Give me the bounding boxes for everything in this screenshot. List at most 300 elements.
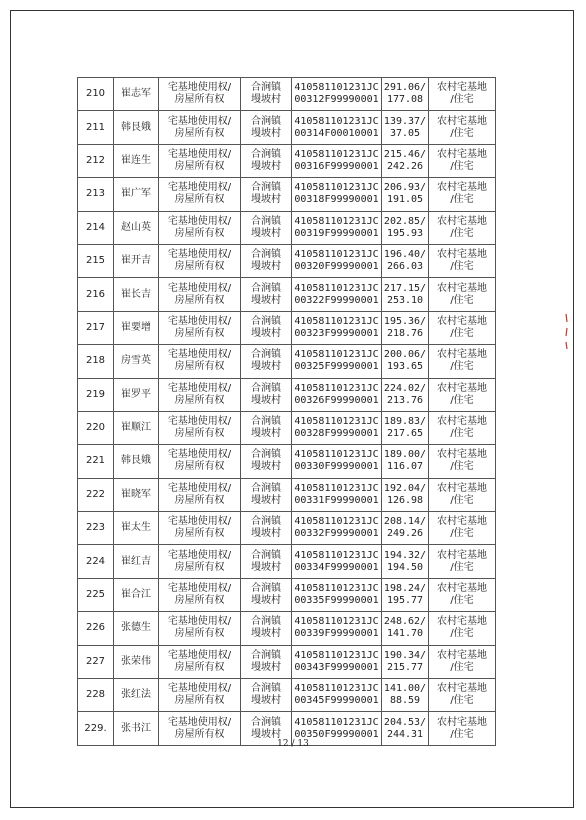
right-type-line: 房屋所有权 <box>174 428 225 440</box>
row-number-cell: 218 <box>78 345 114 378</box>
land-use-line: 农村宅基地 <box>437 482 487 494</box>
right-type-line: 宅基地使用权/ <box>167 649 232 661</box>
land-use-line: /住宅 <box>450 294 474 306</box>
unit-code-line: 00345F99990001 <box>294 695 379 707</box>
table-row <box>78 445 496 478</box>
unit-code-cell <box>292 211 382 244</box>
land-use-line: /住宅 <box>450 494 474 506</box>
table-row <box>78 679 496 712</box>
unit-code-cell <box>292 578 382 611</box>
right-type-cell <box>159 478 241 511</box>
table-row <box>78 278 496 311</box>
right-type-cell <box>159 612 241 645</box>
location-line: 合涧镇 <box>251 215 281 227</box>
unit-code-cell <box>292 78 382 111</box>
area-cell <box>382 178 429 211</box>
location-line: 合涧镇 <box>251 683 281 695</box>
location-cell <box>241 445 292 478</box>
unit-code-line: 00319F99990001 <box>294 227 379 239</box>
location-cell <box>241 78 292 111</box>
unit-code-line: 00323F99990001 <box>294 327 379 339</box>
unit-code-line: 00332F99990001 <box>294 528 379 540</box>
unit-code-line: 00320F99990001 <box>294 261 379 273</box>
location-cell <box>241 578 292 611</box>
land-use-line: /住宅 <box>450 561 474 573</box>
unit-code-line: 00316F99990001 <box>294 160 379 172</box>
area-cell <box>382 378 429 411</box>
unit-code-cell <box>292 445 382 478</box>
location-line: 墁坡村 <box>251 695 281 707</box>
location-cell <box>241 144 292 177</box>
area-line: 141.00/ <box>383 683 427 695</box>
location-cell <box>241 378 292 411</box>
row-number-cell: 219 <box>78 378 114 411</box>
row-number-cell: 210 <box>78 78 114 111</box>
unit-code-line: 00322F99990001 <box>294 294 379 306</box>
table-row <box>78 244 496 277</box>
unit-code-line: 00318F99990001 <box>294 194 379 206</box>
unit-code-line: 410581101231JC <box>294 649 379 661</box>
unit-code-line: 410581101231JC <box>294 449 379 461</box>
right-type-cell <box>159 78 241 111</box>
right-type-line: 房屋所有权 <box>174 227 225 239</box>
unit-code-line: 00325F99990001 <box>294 361 379 373</box>
location-cell <box>241 545 292 578</box>
area-line: 190.34/ <box>383 649 427 661</box>
area-line: 224.02/ <box>383 382 427 394</box>
unit-code-line: 410581101231JC <box>294 549 379 561</box>
row-number-cell: 213 <box>78 178 114 211</box>
area-line: 215.77 <box>386 661 424 673</box>
land-use-line: 农村宅基地 <box>437 649 487 661</box>
location-line: 墁坡村 <box>251 561 281 573</box>
unit-code-cell <box>292 144 382 177</box>
land-use-line: /住宅 <box>450 461 474 473</box>
land-use-line: 农村宅基地 <box>437 716 487 728</box>
unit-code-line: 410581101231JC <box>294 82 379 94</box>
area-cell <box>382 578 429 611</box>
right-type-line: 房屋所有权 <box>174 561 225 573</box>
right-type-line: 房屋所有权 <box>174 461 225 473</box>
table-row <box>78 411 496 444</box>
unit-code-line: 00330F99990001 <box>294 461 379 473</box>
area-line: 177.08 <box>386 94 424 106</box>
area-line: 195.36/ <box>383 315 427 327</box>
owner-name-cell: 崔合江 <box>114 578 159 611</box>
land-use-cell <box>429 578 496 611</box>
row-number-cell: 227 <box>78 645 114 678</box>
location-cell <box>241 612 292 645</box>
owner-name-cell: 崔志军 <box>114 78 159 111</box>
land-use-cell <box>429 78 496 111</box>
land-use-cell <box>429 478 496 511</box>
owner-name-cell: 崔要增 <box>114 311 159 344</box>
area-cell <box>382 311 429 344</box>
owner-name-cell: 韩艮娥 <box>114 445 159 478</box>
table-row <box>78 512 496 545</box>
row-number-cell: 220 <box>78 411 114 444</box>
right-type-cell <box>159 445 241 478</box>
location-cell <box>241 311 292 344</box>
owner-name-cell: 崔开吉 <box>114 244 159 277</box>
area-cell <box>382 111 429 144</box>
land-use-line: 农村宅基地 <box>437 382 487 394</box>
area-line: 192.04/ <box>383 482 427 494</box>
area-line: 88.59 <box>389 695 421 707</box>
right-type-cell <box>159 645 241 678</box>
land-use-line: /住宅 <box>450 261 474 273</box>
land-use-line: /住宅 <box>450 327 474 339</box>
location-line: 合涧镇 <box>251 416 281 428</box>
right-type-line: 房屋所有权 <box>174 361 225 373</box>
location-line: 合涧镇 <box>251 482 281 494</box>
right-type-line: 宅基地使用权/ <box>167 583 232 595</box>
land-use-line: /住宅 <box>450 628 474 640</box>
land-use-line: /住宅 <box>450 194 474 206</box>
location-line: 墁坡村 <box>251 127 281 139</box>
right-type-cell <box>159 311 241 344</box>
table-row <box>78 78 496 111</box>
unit-code-line: 00312F99990001 <box>294 94 379 106</box>
land-use-cell <box>429 278 496 311</box>
area-line: 253.10 <box>386 294 424 306</box>
right-type-line: 宅基地使用权/ <box>167 449 232 461</box>
area-line: 194.32/ <box>383 549 427 561</box>
owner-name-cell: 崔长吉 <box>114 278 159 311</box>
location-line: 合涧镇 <box>251 583 281 595</box>
land-use-line: /住宅 <box>450 428 474 440</box>
row-number-cell: 212 <box>78 144 114 177</box>
land-use-line: 农村宅基地 <box>437 82 487 94</box>
area-cell <box>382 545 429 578</box>
right-type-cell <box>159 378 241 411</box>
unit-code-cell <box>292 311 382 344</box>
location-line: 合涧镇 <box>251 349 281 361</box>
right-type-cell <box>159 178 241 211</box>
unit-code-line: 00343F99990001 <box>294 661 379 673</box>
table-row <box>78 612 496 645</box>
location-cell <box>241 111 292 144</box>
area-line: 196.40/ <box>383 249 427 261</box>
land-use-cell <box>429 211 496 244</box>
table-row <box>78 311 496 344</box>
land-use-cell <box>429 679 496 712</box>
land-use-line: 农村宅基地 <box>437 282 487 294</box>
area-line: 116.07 <box>386 461 424 473</box>
land-use-line: 农村宅基地 <box>437 683 487 695</box>
table-row <box>78 478 496 511</box>
owner-name-cell: 张书江 <box>114 712 159 745</box>
area-line: 126.98 <box>386 494 424 506</box>
unit-code-cell <box>292 244 382 277</box>
land-use-line: 农村宅基地 <box>437 416 487 428</box>
unit-code-line: 00334F99990001 <box>294 561 379 573</box>
location-cell <box>241 211 292 244</box>
location-line: 合涧镇 <box>251 115 281 127</box>
unit-code-cell <box>292 545 382 578</box>
unit-code-line: 410581101231JC <box>294 716 379 728</box>
registry-table-body <box>78 78 496 746</box>
land-use-line: /住宅 <box>450 94 474 106</box>
land-use-line: 农村宅基地 <box>437 315 487 327</box>
land-use-line: /住宅 <box>450 595 474 607</box>
location-line: 合涧镇 <box>251 82 281 94</box>
location-line: 墁坡村 <box>251 494 281 506</box>
table-row <box>78 545 496 578</box>
unit-code-line: 00326F99990001 <box>294 394 379 406</box>
land-use-cell <box>429 612 496 645</box>
area-cell <box>382 278 429 311</box>
right-type-cell <box>159 545 241 578</box>
unit-code-line: 410581101231JC <box>294 516 379 528</box>
owner-name-cell: 赵山英 <box>114 211 159 244</box>
unit-code-cell <box>292 679 382 712</box>
location-cell <box>241 411 292 444</box>
area-line: 141.70 <box>386 628 424 640</box>
area-line: 249.26 <box>386 528 424 540</box>
area-line: 244.31 <box>386 728 424 740</box>
location-line: 墁坡村 <box>251 361 281 373</box>
right-type-line: 宅基地使用权/ <box>167 616 232 628</box>
unit-code-cell <box>292 478 382 511</box>
right-type-line: 宅基地使用权/ <box>167 349 232 361</box>
unit-code-line: 410581101231JC <box>294 182 379 194</box>
table-row <box>78 578 496 611</box>
land-use-line: /住宅 <box>450 361 474 373</box>
right-type-cell <box>159 345 241 378</box>
row-number-cell: 225 <box>78 578 114 611</box>
row-number-cell: 229. <box>78 712 114 745</box>
registry-table <box>77 77 496 746</box>
location-line: 墁坡村 <box>251 595 281 607</box>
location-line: 墁坡村 <box>251 261 281 273</box>
right-type-line: 房屋所有权 <box>174 261 225 273</box>
location-cell <box>241 645 292 678</box>
unit-code-line: 00328F99990001 <box>294 428 379 440</box>
right-type-line: 房屋所有权 <box>174 728 225 740</box>
right-type-line: 宅基地使用权/ <box>167 282 232 294</box>
land-use-line: /住宅 <box>450 127 474 139</box>
land-use-cell <box>429 411 496 444</box>
unit-code-line: 410581101231JC <box>294 482 379 494</box>
area-line: 195.93 <box>386 227 424 239</box>
location-cell <box>241 679 292 712</box>
row-number-cell: 228 <box>78 679 114 712</box>
right-type-line: 宅基地使用权/ <box>167 516 232 528</box>
row-number-cell: 222 <box>78 478 114 511</box>
area-line: 37.05 <box>389 127 421 139</box>
location-line: 墁坡村 <box>251 94 281 106</box>
area-line: 266.03 <box>386 261 424 273</box>
location-line: 墁坡村 <box>251 661 281 673</box>
land-use-line: /住宅 <box>450 661 474 673</box>
location-cell <box>241 178 292 211</box>
right-type-line: 房屋所有权 <box>174 94 225 106</box>
right-type-line: 宅基地使用权/ <box>167 115 232 127</box>
right-type-line: 房屋所有权 <box>174 394 225 406</box>
table-row <box>78 345 496 378</box>
land-use-line: 农村宅基地 <box>437 148 487 160</box>
area-line: 206.93/ <box>383 182 427 194</box>
area-line: 215.46/ <box>383 148 427 160</box>
land-use-cell <box>429 311 496 344</box>
right-type-cell <box>159 144 241 177</box>
right-type-line: 宅基地使用权/ <box>167 249 232 261</box>
land-use-line: 农村宅基地 <box>437 583 487 595</box>
land-use-cell <box>429 111 496 144</box>
owner-name-cell: 房雪英 <box>114 345 159 378</box>
land-use-cell <box>429 545 496 578</box>
land-use-cell <box>429 244 496 277</box>
unit-code-cell <box>292 278 382 311</box>
right-type-line: 房屋所有权 <box>174 160 225 172</box>
owner-name-cell: 崔太生 <box>114 512 159 545</box>
location-line: 墁坡村 <box>251 728 281 740</box>
land-use-line: 农村宅基地 <box>437 349 487 361</box>
location-line: 合涧镇 <box>251 148 281 160</box>
land-use-line: 农村宅基地 <box>437 616 487 628</box>
location-line: 合涧镇 <box>251 282 281 294</box>
area-line: 194.50 <box>386 561 424 573</box>
area-cell <box>382 211 429 244</box>
location-line: 墁坡村 <box>251 528 281 540</box>
right-type-line: 宅基地使用权/ <box>167 315 232 327</box>
location-line: 合涧镇 <box>251 616 281 628</box>
location-line: 合涧镇 <box>251 649 281 661</box>
unit-code-cell <box>292 345 382 378</box>
owner-name-cell: 崔罗平 <box>114 378 159 411</box>
location-line: 合涧镇 <box>251 382 281 394</box>
right-type-line: 房屋所有权 <box>174 628 225 640</box>
table-row <box>78 111 496 144</box>
area-line: 218.76 <box>386 327 424 339</box>
area-line: 198.24/ <box>383 583 427 595</box>
unit-code-cell <box>292 178 382 211</box>
land-use-line: 农村宅基地 <box>437 449 487 461</box>
area-line: 189.00/ <box>383 449 427 461</box>
right-type-line: 房屋所有权 <box>174 294 225 306</box>
location-cell <box>241 512 292 545</box>
land-use-line: 农村宅基地 <box>437 549 487 561</box>
unit-code-line: 00331F99990001 <box>294 494 379 506</box>
owner-name-cell: 崔顺江 <box>114 411 159 444</box>
unit-code-line: 410581101231JC <box>294 683 379 695</box>
right-type-line: 房屋所有权 <box>174 194 225 206</box>
unit-code-line: 410581101231JC <box>294 249 379 261</box>
row-number-cell: 211 <box>78 111 114 144</box>
unit-code-cell <box>292 378 382 411</box>
unit-code-cell <box>292 111 382 144</box>
land-use-cell <box>429 178 496 211</box>
location-line: 墁坡村 <box>251 227 281 239</box>
area-cell <box>382 345 429 378</box>
area-line: 202.85/ <box>383 215 427 227</box>
right-type-line: 房屋所有权 <box>174 695 225 707</box>
unit-code-cell <box>292 512 382 545</box>
row-number-cell: 223 <box>78 512 114 545</box>
table-row <box>78 645 496 678</box>
owner-name-cell: 张红法 <box>114 679 159 712</box>
location-line: 墁坡村 <box>251 428 281 440</box>
table-row <box>78 378 496 411</box>
table-row <box>78 178 496 211</box>
unit-code-line: 00350F99990001 <box>294 728 379 740</box>
unit-code-line: 410581101231JC <box>294 215 379 227</box>
owner-name-cell: 崔连生 <box>114 144 159 177</box>
table-row <box>78 144 496 177</box>
area-line: 291.06/ <box>383 82 427 94</box>
right-type-line: 房屋所有权 <box>174 494 225 506</box>
right-type-line: 宅基地使用权/ <box>167 215 232 227</box>
unit-code-line: 00339F99990001 <box>294 628 379 640</box>
right-type-line: 宅基地使用权/ <box>167 82 232 94</box>
area-line: 208.14/ <box>383 516 427 528</box>
area-cell <box>382 478 429 511</box>
unit-code-line: 410581101231JC <box>294 282 379 294</box>
owner-name-cell: 崔晓军 <box>114 478 159 511</box>
row-number-cell: 217 <box>78 311 114 344</box>
right-type-cell <box>159 278 241 311</box>
land-use-cell <box>429 345 496 378</box>
right-type-line: 房屋所有权 <box>174 528 225 540</box>
land-use-line: /住宅 <box>450 528 474 540</box>
area-line: 195.77 <box>386 595 424 607</box>
right-type-cell <box>159 512 241 545</box>
land-use-line: 农村宅基地 <box>437 182 487 194</box>
area-cell <box>382 78 429 111</box>
land-use-line: 农村宅基地 <box>437 249 487 261</box>
area-cell <box>382 512 429 545</box>
owner-name-cell: 崔红吉 <box>114 545 159 578</box>
land-use-line: /住宅 <box>450 394 474 406</box>
right-type-line: 宅基地使用权/ <box>167 683 232 695</box>
unit-code-line: 00335F99990001 <box>294 595 379 607</box>
unit-code-cell <box>292 612 382 645</box>
area-cell <box>382 445 429 478</box>
land-use-cell <box>429 378 496 411</box>
right-type-line: 宅基地使用权/ <box>167 482 232 494</box>
owner-name-cell: 张荣伟 <box>114 645 159 678</box>
area-cell <box>382 144 429 177</box>
area-line: 204.53/ <box>383 716 427 728</box>
right-type-cell <box>159 411 241 444</box>
location-line: 墁坡村 <box>251 628 281 640</box>
unit-code-line: 410581101231JC <box>294 115 379 127</box>
right-type-line: 宅基地使用权/ <box>167 716 232 728</box>
right-type-cell <box>159 578 241 611</box>
land-use-cell <box>429 645 496 678</box>
area-line: 191.05 <box>386 194 424 206</box>
land-use-cell <box>429 512 496 545</box>
owner-name-cell: 张德生 <box>114 612 159 645</box>
right-type-line: 房屋所有权 <box>174 595 225 607</box>
location-cell <box>241 244 292 277</box>
location-line: 墁坡村 <box>251 194 281 206</box>
unit-code-line: 410581101231JC <box>294 616 379 628</box>
right-type-line: 房屋所有权 <box>174 127 225 139</box>
land-use-line: 农村宅基地 <box>437 115 487 127</box>
land-use-line: /住宅 <box>450 728 474 740</box>
location-line: 合涧镇 <box>251 449 281 461</box>
area-line: 217.15/ <box>383 282 427 294</box>
area-line: 213.76 <box>386 394 424 406</box>
unit-code-cell <box>292 411 382 444</box>
page-number: 12 / 13 <box>277 739 309 749</box>
area-line: 189.83/ <box>383 416 427 428</box>
right-type-line: 房屋所有权 <box>174 661 225 673</box>
location-line: 墁坡村 <box>251 461 281 473</box>
area-cell <box>382 244 429 277</box>
